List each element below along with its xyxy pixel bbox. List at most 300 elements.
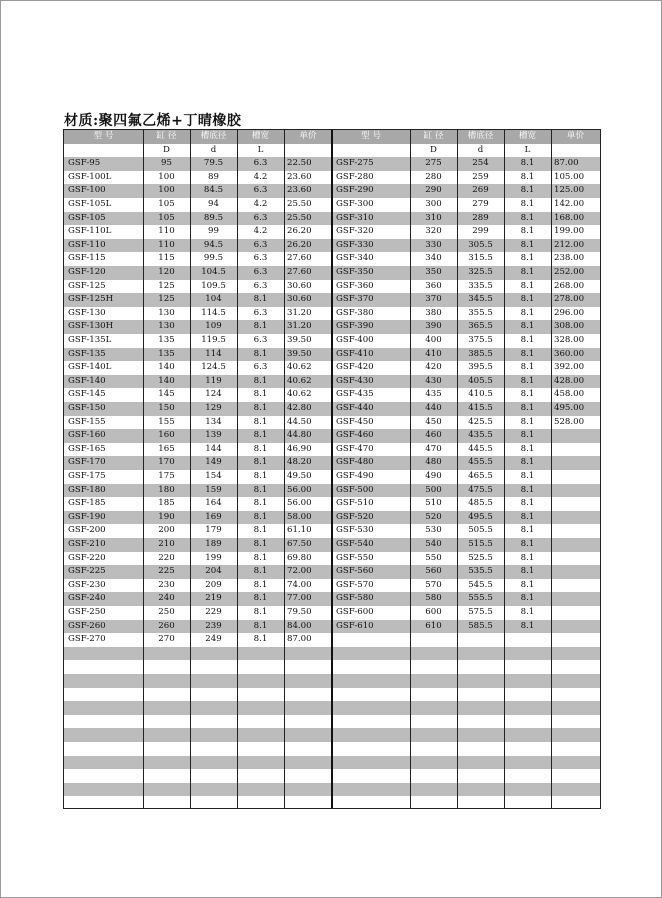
left-model-cell: GSF-170: [68, 457, 106, 468]
right-groove-dia-cell: 410.5: [468, 389, 493, 400]
right-bore-cell: 400: [425, 335, 442, 345]
right-groove-width-cell: 8.1: [520, 185, 535, 196]
right-groove-dia-cell: 269: [472, 185, 489, 196]
left-bore-cell: 200: [158, 525, 175, 536]
left-bore-cell: 110: [158, 239, 175, 250]
right-bore-cell: 560: [425, 566, 442, 577]
right-groove-dia-cell: 425.5: [468, 416, 493, 427]
left-groove-dia-cell: 189: [205, 539, 222, 549]
left-price-cell: 40.62: [287, 389, 312, 400]
left-model-cell: GSF-105: [68, 212, 106, 223]
left-bore-cell: 225: [158, 566, 175, 577]
left-bore-cell: 210: [158, 539, 175, 549]
center-divider: [331, 130, 333, 808]
right-groove-dia-cell: 395.5: [468, 362, 493, 373]
left-model-cell: GSF-230: [68, 579, 106, 590]
left-price-cell: 31.20: [287, 321, 312, 332]
left-price-cell: 42.80: [287, 403, 312, 413]
right-groove-width-cell: 8.1: [520, 375, 535, 386]
right-price-cell: 199.00: [554, 226, 585, 237]
symbol-bore: D: [430, 144, 437, 155]
right-groove-dia-cell: 545.5: [468, 579, 493, 590]
right-bore-cell: 580: [425, 593, 442, 604]
left-bore-cell: 95: [161, 158, 172, 169]
left-bore-cell: 220: [158, 552, 175, 563]
right-model-cell: GSF-340: [336, 253, 374, 264]
left-groove-dia-cell: 124: [205, 389, 222, 400]
left-groove-width-cell: 8.1: [253, 566, 268, 577]
right-groove-dia-cell: 299: [472, 226, 489, 237]
right-bore-cell: 390: [425, 321, 442, 332]
header-bore: 缸 径: [156, 131, 177, 141]
right-model-cell: GSF-420: [336, 362, 374, 373]
right-price-cell: 360.00: [554, 348, 585, 359]
right-groove-dia-cell: 335.5: [468, 280, 493, 291]
left-price-cell: 25.50: [287, 199, 312, 209]
right-model-cell: GSF-310: [336, 212, 374, 223]
left-model-cell: GSF-135: [68, 348, 106, 359]
right-price-cell: 528.00: [554, 416, 585, 427]
left-groove-dia-cell: 84.5: [203, 185, 224, 196]
left-groove-dia-cell: 114: [205, 348, 222, 359]
right-price-cell: 428.00: [554, 375, 585, 386]
left-groove-width-cell: 8.1: [253, 389, 268, 400]
left-groove-width-cell: 6.3: [253, 362, 268, 373]
right-bore-cell: 570: [425, 579, 442, 590]
right-bore-cell: 460: [425, 430, 442, 441]
left-bore-cell: 260: [158, 620, 175, 631]
right-bore-cell: 320: [425, 226, 442, 237]
left-groove-dia-cell: 124.5: [201, 362, 226, 373]
left-groove-dia-cell: 239: [205, 620, 222, 631]
right-groove-width-cell: 8.1: [520, 471, 535, 481]
left-price-cell: 23.60: [287, 171, 312, 182]
left-model-cell: GSF-260: [68, 620, 106, 631]
right-bore-cell: 500: [425, 484, 442, 495]
right-groove-width-cell: 8.1: [520, 539, 535, 549]
symbol-bore: D: [163, 144, 170, 155]
left-model-cell: GSF-105L: [68, 199, 112, 209]
left-model-cell: GSF-130H: [68, 321, 114, 332]
left-model-cell: GSF-225: [68, 566, 106, 577]
right-model-cell: GSF-350: [336, 267, 374, 277]
right-bore-cell: 435: [425, 389, 442, 400]
right-model-cell: GSF-600: [336, 607, 374, 617]
left-groove-dia-cell: 169: [205, 511, 222, 522]
column-divider: [457, 130, 458, 808]
left-groove-width-cell: 8.1: [253, 430, 268, 441]
left-bore-cell: 150: [158, 403, 175, 413]
left-groove-width-cell: 6.3: [253, 335, 268, 345]
right-model-cell: GSF-400: [336, 335, 374, 345]
left-groove-dia-cell: 99: [208, 226, 219, 237]
left-groove-width-cell: 8.1: [253, 416, 268, 427]
left-bore-cell: 125: [158, 280, 175, 291]
left-bore-cell: 135: [158, 335, 175, 345]
right-price-cell: 458.00: [554, 389, 585, 400]
left-price-cell: 22.50: [287, 158, 312, 169]
right-groove-width-cell: 8.1: [520, 280, 535, 291]
left-groove-width-cell: 8.1: [253, 457, 268, 468]
header-price: 单价: [299, 131, 317, 141]
left-bore-cell: 185: [158, 498, 175, 509]
right-bore-cell: 530: [425, 525, 442, 536]
left-price-cell: 27.60: [287, 253, 312, 264]
right-groove-width-cell: 8.1: [520, 389, 535, 400]
right-price-cell: 142.00: [554, 199, 585, 209]
column-divider: [284, 130, 285, 808]
right-groove-width-cell: 8.1: [520, 321, 535, 332]
right-groove-dia-cell: 505.5: [468, 525, 493, 536]
left-groove-dia-cell: 134: [205, 416, 222, 427]
right-groove-dia-cell: 279: [472, 199, 489, 209]
left-model-cell: GSF-185: [68, 498, 106, 509]
header-price: 单价: [566, 131, 585, 141]
header-groove-width: 槽宽: [251, 131, 270, 141]
left-bore-cell: 110: [158, 226, 175, 237]
right-groove-dia-cell: 289: [472, 212, 489, 223]
left-price-cell: 74.00: [287, 579, 312, 590]
left-bore-cell: 160: [158, 430, 175, 441]
right-bore-cell: 420: [425, 362, 442, 373]
right-groove-width-cell: 8.1: [520, 443, 535, 454]
left-price-cell: 25.50: [287, 212, 312, 223]
left-bore-cell: 120: [158, 267, 175, 277]
left-groove-width-cell: 8.1: [253, 321, 268, 332]
left-groove-dia-cell: 139: [205, 430, 222, 441]
left-model-cell: GSF-160: [68, 430, 106, 441]
right-groove-dia-cell: 535.5: [468, 566, 493, 577]
left-groove-width-cell: 6.3: [253, 212, 268, 223]
right-bore-cell: 280: [425, 171, 442, 182]
left-model-cell: GSF-95: [68, 158, 101, 169]
right-bore-cell: 340: [425, 253, 442, 264]
left-model-cell: GSF-155: [68, 416, 106, 427]
right-groove-width-cell: 8.1: [520, 253, 535, 264]
left-groove-width-cell: 8.1: [253, 634, 268, 645]
right-groove-dia-cell: 515.5: [468, 539, 493, 549]
right-groove-dia-cell: 415.5: [468, 403, 493, 413]
left-groove-dia-cell: 94.5: [203, 239, 224, 250]
right-model-cell: GSF-480: [336, 457, 374, 468]
left-groove-width-cell: 8.1: [253, 348, 268, 359]
right-bore-cell: 350: [425, 267, 442, 277]
left-model-cell: GSF-200: [68, 525, 106, 536]
left-price-cell: 39.50: [287, 348, 312, 359]
right-model-cell: GSF-550: [336, 552, 374, 563]
right-price-cell: 296.00: [554, 307, 585, 318]
right-groove-width-cell: 8.1: [520, 593, 535, 604]
right-price-cell: 212.00: [554, 239, 585, 250]
right-groove-width-cell: 8.1: [520, 416, 535, 427]
left-price-cell: 44.50: [287, 416, 312, 427]
left-groove-width-cell: 8.1: [253, 525, 268, 536]
left-groove-dia-cell: 104: [205, 294, 222, 305]
right-model-cell: GSF-570: [336, 579, 374, 590]
right-groove-width-cell: 8.1: [520, 552, 535, 563]
left-bore-cell: 175: [158, 471, 175, 481]
right-groove-width-cell: 8.1: [520, 607, 535, 617]
right-groove-width-cell: 8.1: [520, 199, 535, 209]
right-model-cell: GSF-275: [336, 158, 374, 169]
right-model-cell: GSF-360: [336, 280, 374, 291]
right-price-cell: 308.00: [554, 321, 585, 332]
left-price-cell: 56.00: [287, 498, 312, 509]
right-groove-width-cell: 8.1: [520, 212, 535, 223]
left-model-cell: GSF-110: [68, 239, 106, 250]
right-groove-dia-cell: 259: [472, 171, 489, 182]
left-price-cell: 39.50: [287, 335, 312, 345]
symbol-groove-width: L: [257, 144, 264, 155]
right-bore-cell: 510: [425, 498, 442, 509]
header-bore: 缸 径: [423, 131, 444, 141]
right-bore-cell: 330: [425, 239, 442, 250]
left-groove-dia-cell: 94: [208, 199, 219, 209]
column-divider: [143, 130, 144, 808]
right-bore-cell: 440: [425, 403, 442, 413]
right-model-cell: GSF-450: [336, 416, 374, 427]
left-groove-width-cell: 8.1: [253, 294, 268, 305]
right-groove-width-cell: 8.1: [520, 620, 535, 631]
left-price-cell: 30.60: [287, 280, 312, 291]
material-title: 材质:聚四氟乙烯+丁晴橡胶: [64, 113, 242, 129]
left-model-cell: GSF-210: [68, 539, 106, 549]
left-price-cell: 77.00: [287, 593, 312, 604]
left-groove-dia-cell: 199: [205, 552, 222, 563]
right-model-cell: GSF-300: [336, 199, 374, 209]
left-model-cell: GSF-100: [68, 185, 106, 196]
right-groove-dia-cell: 555.5: [468, 593, 493, 604]
left-groove-dia-cell: 119.5: [201, 335, 226, 345]
right-model-cell: GSF-540: [336, 539, 374, 549]
right-model-cell: GSF-610: [336, 620, 374, 631]
left-groove-dia-cell: 229: [205, 607, 222, 617]
right-groove-dia-cell: 485.5: [468, 498, 493, 509]
right-bore-cell: 540: [425, 539, 442, 549]
left-price-cell: 69.80: [287, 552, 312, 563]
column-divider: [410, 130, 411, 808]
left-groove-dia-cell: 154: [205, 471, 222, 481]
left-bore-cell: 155: [158, 416, 175, 427]
right-groove-dia-cell: 345.5: [468, 294, 493, 305]
right-bore-cell: 550: [425, 552, 442, 563]
left-groove-width-cell: 4.2: [253, 199, 268, 209]
right-price-cell: 125.00: [554, 185, 585, 196]
right-groove-width-cell: 8.1: [520, 498, 535, 509]
left-price-cell: 30.60: [287, 294, 312, 305]
left-bore-cell: 230: [158, 579, 175, 590]
left-bore-cell: 130: [158, 307, 175, 318]
left-groove-dia-cell: 104.5: [201, 267, 226, 277]
header-groove-dia: 槽底径: [200, 131, 227, 141]
right-groove-dia-cell: 365.5: [468, 321, 493, 332]
symbol-groove-dia: d: [477, 144, 484, 155]
right-model-cell: GSF-580: [336, 593, 374, 604]
left-bore-cell: 170: [158, 457, 175, 468]
column-divider: [237, 130, 238, 808]
left-groove-width-cell: 6.3: [253, 158, 268, 169]
left-groove-dia-cell: 209: [205, 579, 222, 590]
left-groove-width-cell: 8.1: [253, 443, 268, 454]
left-groove-width-cell: 4.2: [253, 226, 268, 237]
left-bore-cell: 105: [158, 212, 175, 223]
right-groove-width-cell: 8.1: [520, 239, 535, 250]
left-model-cell: GSF-135L: [68, 335, 112, 345]
column-divider: [551, 130, 552, 808]
right-bore-cell: 470: [425, 443, 442, 454]
right-bore-cell: 290: [425, 185, 442, 196]
left-model-cell: GSF-220: [68, 552, 106, 563]
right-groove-dia-cell: 355.5: [468, 307, 493, 318]
right-groove-dia-cell: 465.5: [468, 471, 493, 481]
right-groove-width-cell: 8.1: [520, 457, 535, 468]
left-price-cell: 49.50: [287, 471, 312, 481]
right-groove-width-cell: 8.1: [520, 307, 535, 318]
left-groove-width-cell: 8.1: [253, 375, 268, 386]
right-groove-dia-cell: 315.5: [468, 253, 493, 264]
right-model-cell: GSF-280: [336, 171, 374, 182]
left-groove-width-cell: 6.3: [253, 307, 268, 318]
right-price-cell: 252.00: [554, 267, 585, 277]
right-model-cell: GSF-430: [336, 375, 374, 386]
left-groove-width-cell: 6.3: [253, 267, 268, 277]
left-model-cell: GSF-100L: [68, 171, 112, 182]
left-bore-cell: 105: [158, 199, 175, 209]
left-price-cell: 27.60: [287, 267, 312, 277]
left-groove-width-cell: 6.3: [253, 185, 268, 196]
left-groove-dia-cell: 249: [205, 634, 222, 645]
left-bore-cell: 140: [158, 362, 175, 373]
left-groove-dia-cell: 204: [205, 566, 222, 577]
left-groove-dia-cell: 164: [205, 498, 222, 509]
left-price-cell: 44.80: [287, 430, 312, 441]
right-groove-width-cell: 8.1: [520, 579, 535, 590]
left-groove-width-cell: 8.1: [253, 484, 268, 495]
left-price-cell: 84.00: [287, 620, 312, 631]
right-groove-dia-cell: 375.5: [468, 335, 493, 345]
symbol-groove-dia: d: [210, 144, 217, 155]
left-model-cell: GSF-250: [68, 607, 106, 617]
left-groove-width-cell: 8.1: [253, 552, 268, 563]
right-bore-cell: 600: [425, 607, 442, 617]
left-price-cell: 72.00: [287, 566, 312, 577]
right-model-cell: GSF-370: [336, 294, 374, 305]
left-price-cell: 58.00: [287, 511, 312, 522]
right-bore-cell: 450: [425, 416, 442, 427]
left-groove-dia-cell: 179: [205, 525, 222, 536]
left-groove-width-cell: 8.1: [253, 607, 268, 617]
left-bore-cell: 100: [158, 171, 175, 182]
left-price-cell: 40.62: [287, 375, 312, 386]
right-model-cell: GSF-330: [336, 239, 374, 250]
right-groove-dia-cell: 475.5: [468, 484, 493, 495]
left-model-cell: GSF-180: [68, 484, 106, 495]
right-groove-width-cell: 8.1: [520, 267, 535, 277]
right-bore-cell: 370: [425, 294, 442, 305]
left-groove-width-cell: 8.1: [253, 539, 268, 549]
right-bore-cell: 380: [425, 307, 442, 318]
left-groove-dia-cell: 89: [208, 171, 219, 182]
left-groove-dia-cell: 79.5: [203, 158, 224, 169]
right-price-cell: 238.00: [554, 253, 585, 264]
left-groove-dia-cell: 149: [205, 457, 222, 468]
right-groove-dia-cell: 525.5: [468, 552, 493, 563]
right-model-cell: GSF-560: [336, 566, 374, 577]
right-model-cell: GSF-520: [336, 511, 374, 522]
left-groove-dia-cell: 109: [205, 321, 222, 332]
left-bore-cell: 125: [158, 294, 175, 305]
right-model-cell: GSF-290: [336, 185, 374, 196]
left-groove-width-cell: 8.1: [253, 511, 268, 522]
right-groove-dia-cell: 435.5: [468, 430, 493, 441]
left-groove-width-cell: 6.3: [253, 280, 268, 291]
right-groove-width-cell: 8.1: [520, 294, 535, 305]
left-groove-dia-cell: 159: [205, 484, 222, 495]
right-groove-width-cell: 8.1: [520, 335, 535, 345]
right-groove-width-cell: 8.1: [520, 525, 535, 536]
left-model-cell: GSF-130: [68, 307, 106, 318]
right-bore-cell: 610: [425, 620, 442, 631]
left-model-cell: GSF-165: [68, 443, 106, 454]
right-bore-cell: 490: [425, 471, 442, 481]
right-model-cell: GSF-460: [336, 430, 374, 441]
left-model-cell: GSF-270: [68, 634, 106, 645]
header-model: 型 号: [93, 131, 114, 141]
left-model-cell: GSF-145: [68, 389, 106, 400]
right-bore-cell: 300: [425, 199, 442, 209]
right-groove-dia-cell: 254: [472, 158, 489, 169]
right-model-cell: GSF-490: [336, 471, 374, 481]
left-bore-cell: 115: [158, 253, 175, 264]
left-model-cell: GSF-125: [68, 280, 106, 291]
left-price-cell: 79.50: [287, 607, 312, 617]
left-price-cell: 23.60: [287, 185, 312, 196]
left-groove-dia-cell: 129: [205, 403, 222, 413]
left-groove-width-cell: 8.1: [253, 579, 268, 590]
right-model-cell: GSF-440: [336, 403, 374, 413]
right-price-cell: 392.00: [554, 362, 585, 373]
left-bore-cell: 270: [158, 634, 175, 645]
column-divider: [190, 130, 191, 808]
left-price-cell: 67.50: [287, 539, 312, 549]
left-bore-cell: 180: [158, 484, 175, 495]
right-bore-cell: 310: [425, 212, 442, 223]
right-groove-dia-cell: 445.5: [468, 443, 493, 454]
right-price-cell: 105.00: [554, 171, 585, 182]
left-groove-dia-cell: 99.5: [203, 253, 224, 264]
left-price-cell: 26.20: [287, 239, 312, 250]
right-bore-cell: 430: [425, 375, 442, 386]
left-groove-width-cell: 4.2: [253, 171, 268, 182]
right-model-cell: GSF-320: [336, 226, 374, 237]
left-model-cell: GSF-120: [68, 267, 106, 277]
left-bore-cell: 190: [158, 511, 175, 522]
left-price-cell: 46.90: [287, 443, 312, 454]
left-model-cell: GSF-110L: [68, 226, 112, 237]
right-groove-width-cell: 8.1: [520, 403, 535, 413]
right-price-cell: 268.00: [554, 280, 585, 291]
right-groove-dia-cell: 325.5: [468, 267, 493, 277]
right-model-cell: GSF-435: [336, 389, 374, 400]
right-groove-width-cell: 8.1: [520, 171, 535, 182]
right-bore-cell: 360: [425, 280, 442, 291]
left-groove-dia-cell: 119: [205, 375, 222, 386]
header-groove-width: 槽宽: [518, 131, 537, 141]
left-bore-cell: 135: [158, 348, 175, 359]
header-groove-dia: 槽底径: [467, 131, 494, 141]
right-model-cell: GSF-530: [336, 525, 374, 536]
left-bore-cell: 165: [158, 443, 175, 454]
